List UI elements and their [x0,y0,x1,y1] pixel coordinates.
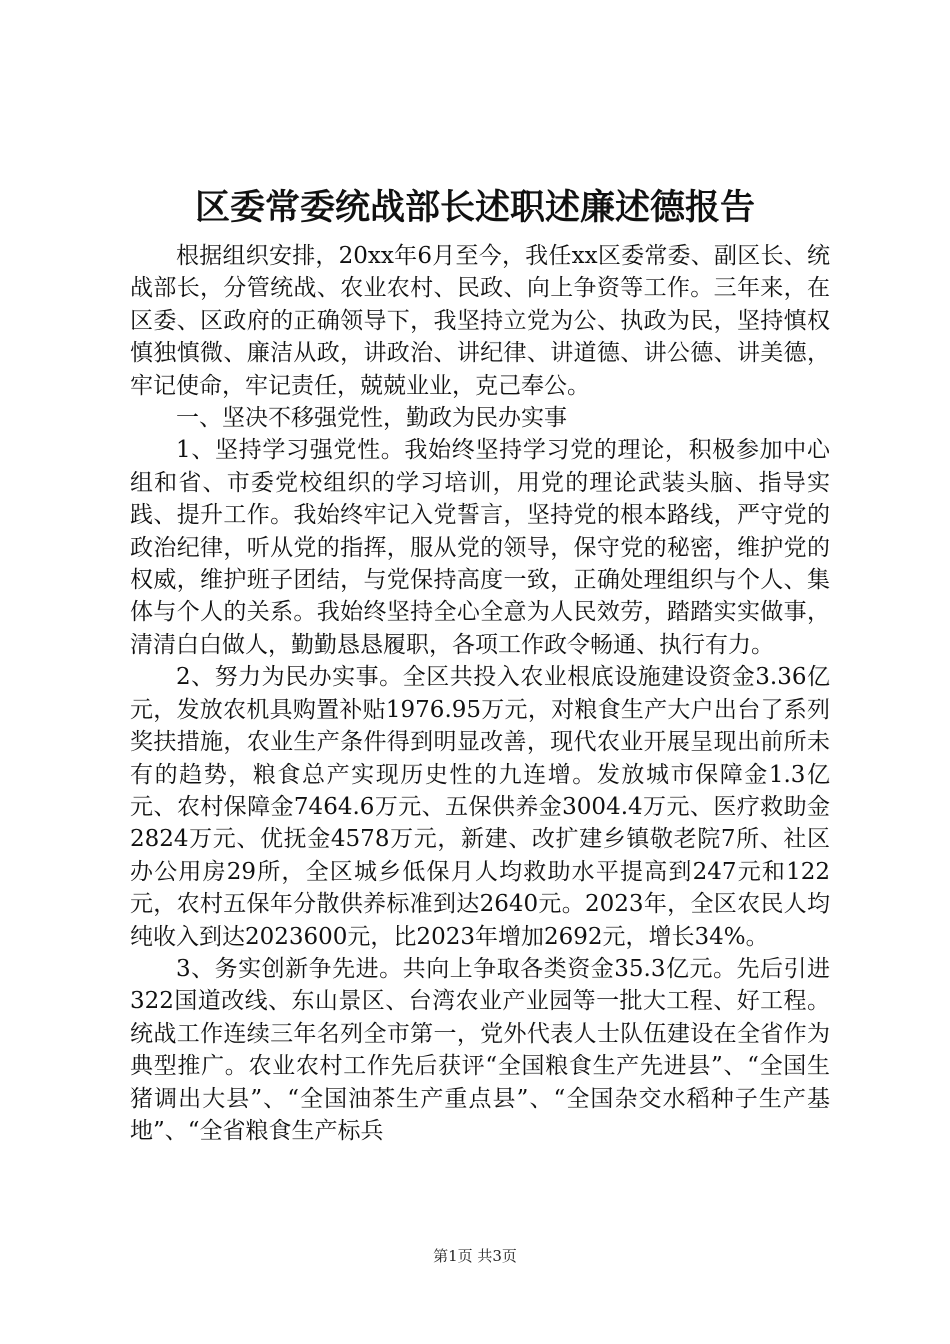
section-heading-1: 一、坚决不移强党性，勤政为民办实事 [176,405,567,432]
page-number-footer: 第1页 共3页 [433,1247,517,1265]
paragraph-item-1: 1、坚持学习强党性。我始终坚持学习党的理论，积极参加中心组和省、市委党校组织的学习培训，用党的理论武装头脑、指导实践、提升工作。我始终牢记入党誓言，坚持党的根本路线，严守党的政治纪律，听从党的指挥，服从党的领导，保守党的秘密，维护党的权威，维护班子团结，与党保持高度一致，正确处理组织与个人、集体与个人的关系。我始终坚持全心全意为人民效劳，踏踏实实做事，清清白白做人，勤勤恳恳履职，各项工作政令畅通、执行有力。 [130,437,830,658]
paragraph-intro: 根据组织安排，20xx年6月至今，我任xx区委常委、副区长、统战部长，分管统战、农业农村、民政、向上争资等工作。三年来，在区委、区政府的正确领导下，我坚持立党为公、执政为民，坚持慎权慎独慎微、廉洁从政，讲政治、讲纪律、讲道德、讲公德、讲美德，牢记使命，牢记责任，兢兢业业，克己奉公。 [130,243,830,399]
document-title: 区委常委统战部长述职述廉述德报告 [194,187,755,228]
paragraph-item-2: 2、努力为民办实事。全区共投入农业根底设施建设资金3.36亿元，发放农机具购置补贴1976.95万元，对粮食生产大户出台了系列奖扶措施，农业生产条件得到明显改善，现代农业开展呈现出前所未有的趋势，粮食总产实现历史性的九连增。发放城市保障金1.3亿元、农村保障金7464.6万元、五保供养金3004.4万元、医疗救助金2824万元、优抚金4578万元，新建、改扩建乡镇敬老院7所、社区办公用房29所，全区城乡低保月人均救助水平提高到247元和122元，农村五保年分散供养标准到达2640元。2023年，全区农民人均纯收入到达2023600元，比2023年增加2692元，增长34%。 [130,664,830,950]
paragraph-item-3: 3、务实创新争先进。共向上争取各类资金35.3亿元。先后引进322国道改线、东山景区、台湾农业产业园等一批大工程、好工程。统战工作连续三年名列全市第一，党外代表人士队伍建设在全省作为典型推广。农业农村工作先后获评“全国粮食生产先进县”、“全国生猪调出大县”、“全国油茶生产重点县”、“全国杂交水稻种子生产基地”、“全省粮食生产标兵 [130,955,830,1144]
document-body [130,240,830,1147]
